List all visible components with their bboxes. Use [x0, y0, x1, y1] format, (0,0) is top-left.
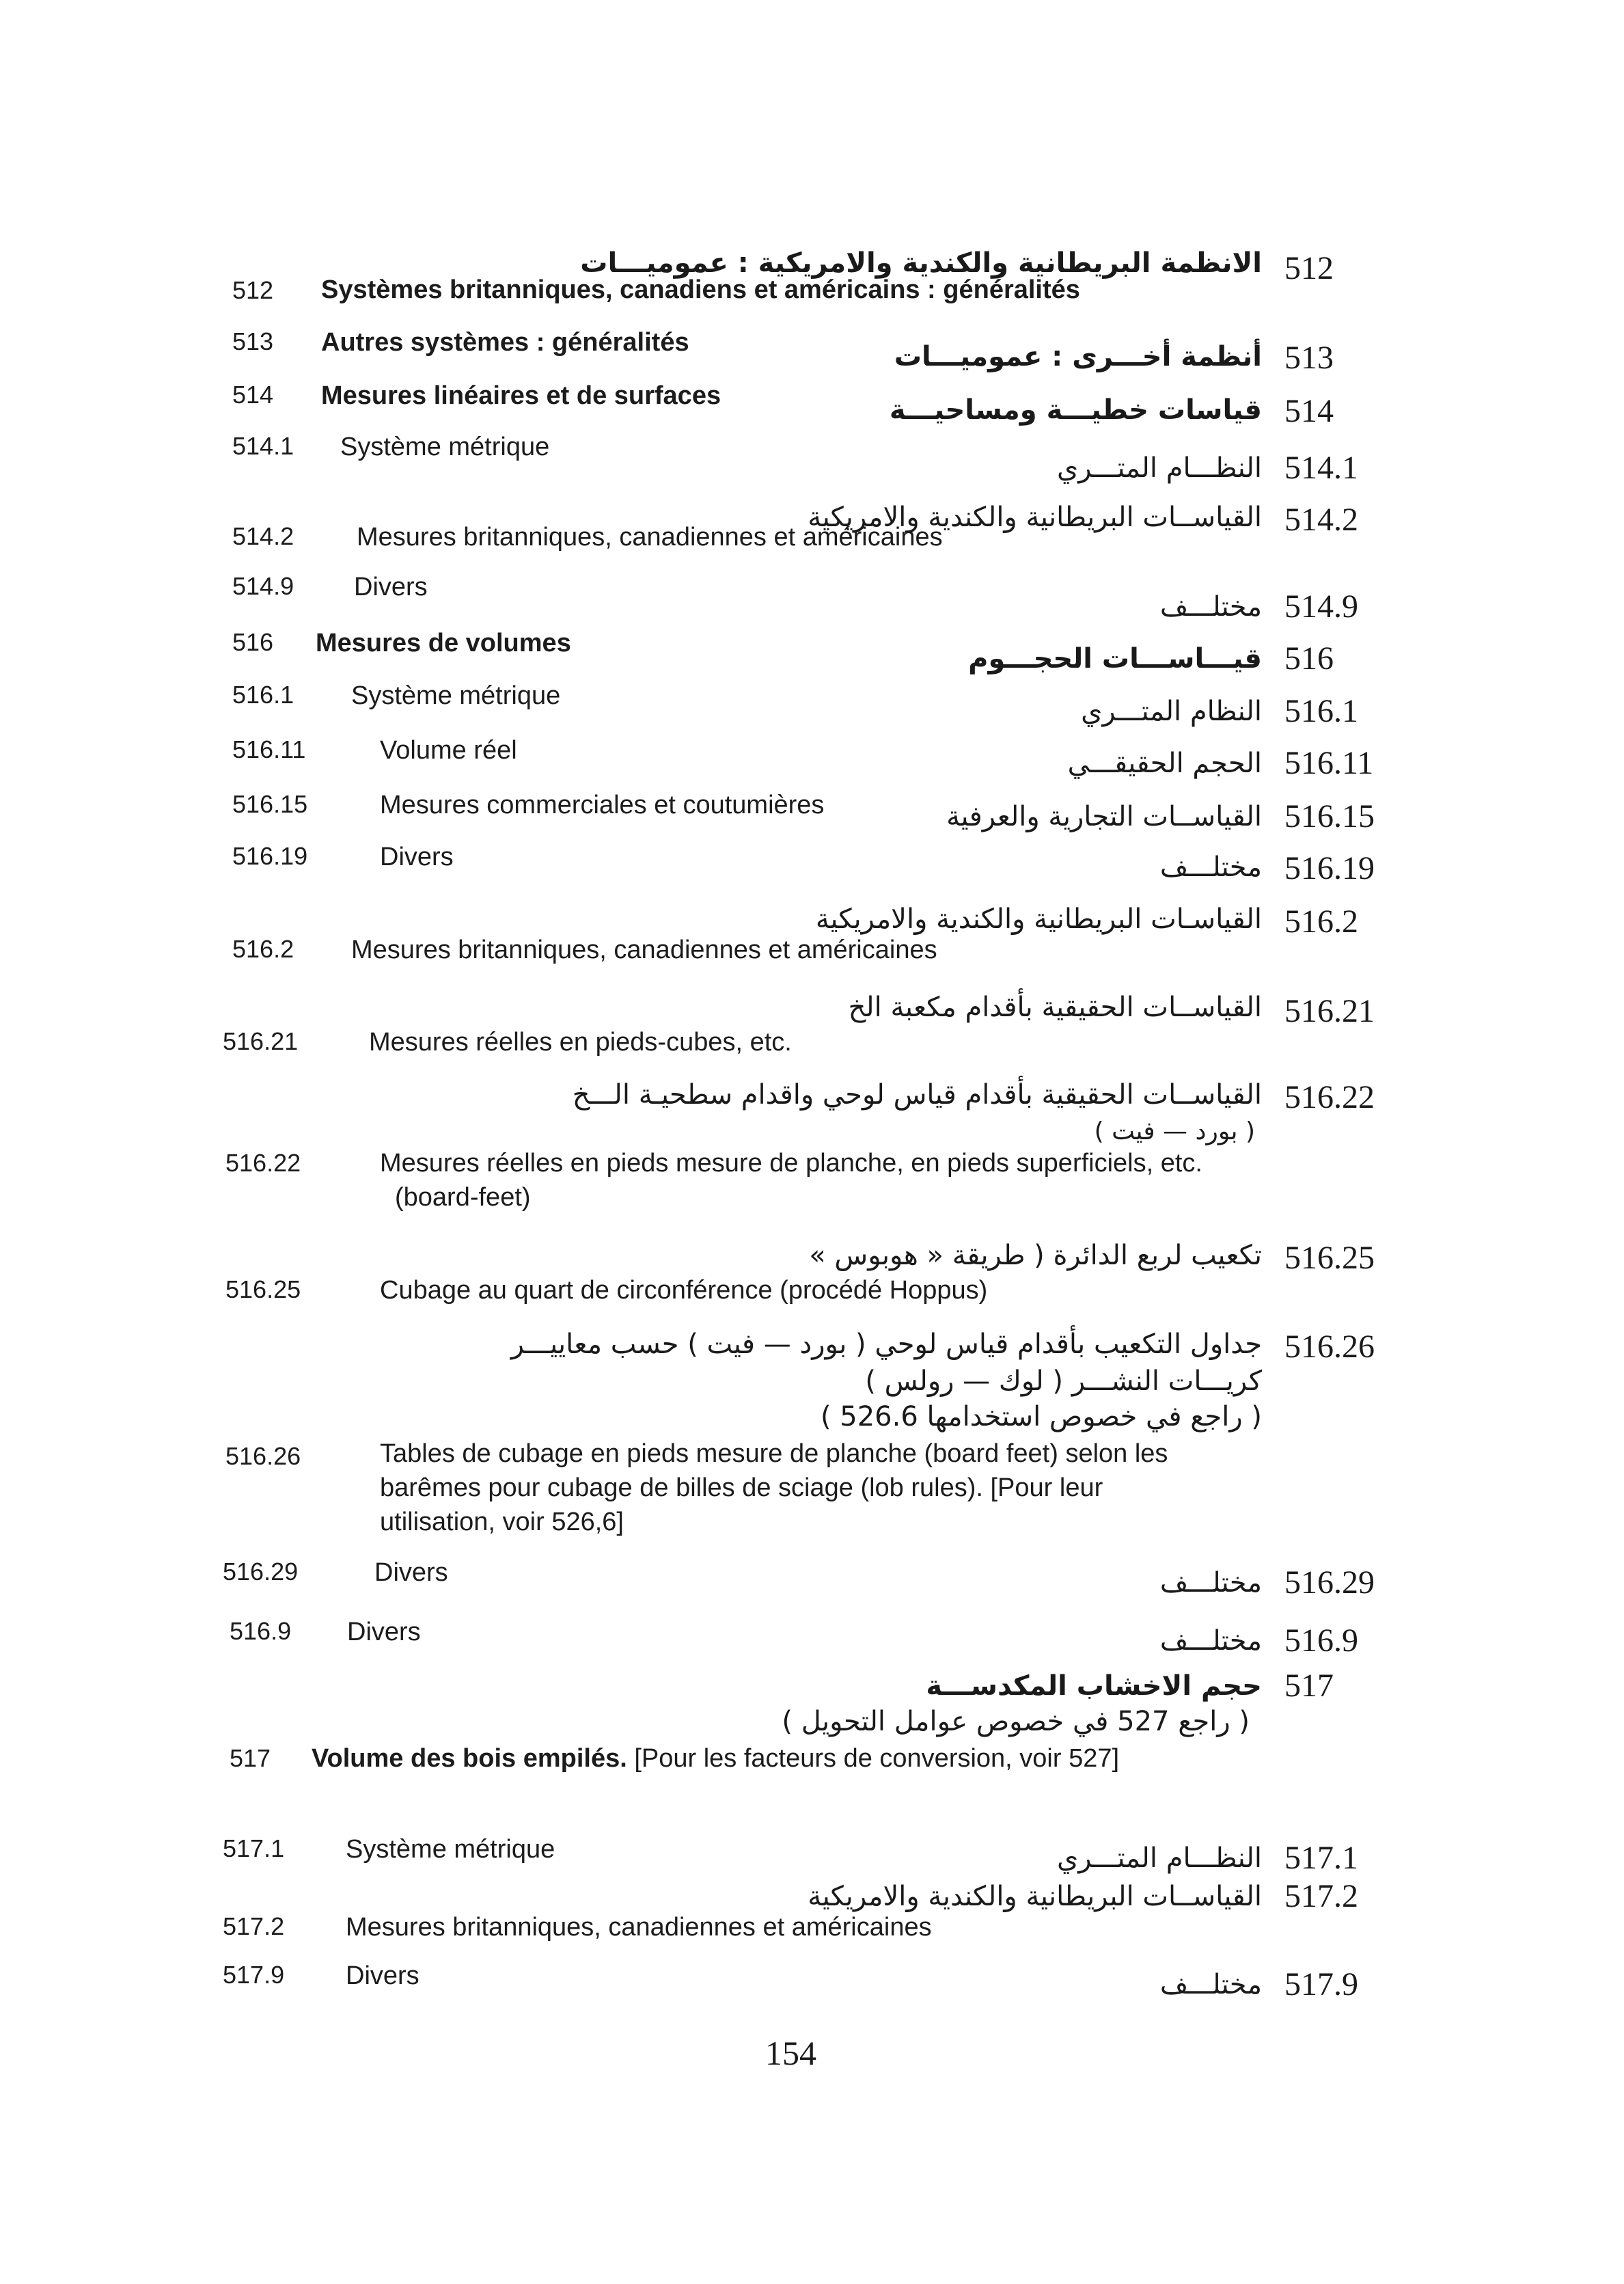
entry-arabic: القياسـات البريطانية والكندية والامريكية [815, 903, 1262, 935]
entry-number: 517.9 [223, 1961, 285, 1989]
entry-number-arabic: 516.15 [1284, 798, 1375, 834]
entry-arabic: تكعيب لربع الدائرة ( طريقة « هوبوس » [809, 1240, 1262, 1271]
entry-number: 516.29 [223, 1558, 299, 1586]
entry-number-arabic: 514 [1284, 393, 1334, 429]
entry-arabic: قيـــاســـات الحجـــوم [968, 643, 1262, 675]
entry-number: 516.26 [225, 1442, 301, 1470]
entry-number: 516.9 [230, 1617, 292, 1645]
entry-number: 516.1 [232, 681, 294, 709]
entry-number: 516.2 [232, 935, 294, 963]
entry-arabic: النظـــام المتـــري [1056, 452, 1262, 484]
entry-number: 517.1 [223, 1834, 285, 1862]
entry-french: Mesures britanniques, canadiennes et américaines [351, 936, 937, 964]
entry-french: Mesures linéaires et de surfaces [321, 381, 721, 410]
entry-french: Divers [374, 1558, 448, 1587]
entry-french: Mesures réelles en pieds mesure de planche, en pieds superficiels, etc. (board-feet) [380, 1149, 1202, 1212]
entry-arabic: أنظمة أخـــرى : عموميـــات [894, 341, 1262, 372]
entry-arabic: القياســات البريطانية والكندية والامريكية [808, 502, 1262, 533]
entry-number: 516.19 [232, 842, 308, 870]
entry-french: Cubage au quart de circonférence (procédé Hoppus) [380, 1276, 988, 1305]
entry-french [312, 1741, 1186, 1776]
entry-arabic-line-2: ( راجع 527 في خصوص عوامل التحويل ) [782, 1706, 1250, 1737]
entry-arabic: القياســات الحقيقية بأقدام مكعبة الخ [848, 992, 1262, 1023]
entry-number: 514 [232, 381, 274, 409]
entry-number-arabic: 516.21 [1284, 993, 1375, 1029]
entry-arabic-line-1: حجم الاخشاب المكدســـة [926, 1670, 1262, 1702]
entry-number-arabic: 514.1 [1284, 450, 1358, 486]
entry-french: Divers [354, 573, 428, 601]
entry-french: Divers [347, 1618, 421, 1646]
entry-arabic: مختلـــف [1159, 1969, 1262, 2000]
entry-french: Volume réel [380, 736, 517, 765]
entry-number: 516 [232, 628, 274, 656]
entry-number-arabic: 512 [1284, 250, 1334, 286]
entry-french: Systèmes britanniques, canadiens et américains : généralités [321, 275, 1080, 304]
entry-number-arabic: 516.26 [1284, 1329, 1375, 1365]
entry-arabic: النظام المتـــري [1081, 696, 1262, 727]
entry-number: 516.15 [232, 790, 308, 818]
entry-arabic: النظـــام المتـــري [1056, 1843, 1262, 1874]
entry-arabic: القياســات التجارية والعرفية [946, 801, 1262, 832]
entry-french: Mesures britanniques, canadiennes et américaines [346, 1913, 932, 1942]
entry-arabic-line-1: القياســات الحقيقية بأقدام قياس لوحي واقدام سطحيـة الـــخ [572, 1079, 1262, 1111]
entry-arabic: مختلـــف [1159, 1567, 1262, 1599]
entry-number-arabic: 516.19 [1284, 850, 1375, 886]
entry-number-arabic: 516 [1284, 640, 1334, 677]
entry-number-arabic: 516.9 [1284, 1622, 1358, 1659]
entry-number: 514.1 [232, 432, 294, 460]
entry-arabic: الحجم الحقيقـــي [1067, 748, 1262, 779]
entry-french: Système métrique [346, 1835, 555, 1864]
entry-number: 517 [230, 1744, 271, 1772]
entry-arabic: مختلـــف [1159, 1625, 1262, 1657]
entry-french: Autres systèmes : généralités [321, 328, 689, 357]
entry-number-arabic: 516.1 [1284, 693, 1358, 729]
entry-french: Mesures commerciales et coutumières [380, 791, 825, 819]
entry-french: Divers [380, 843, 454, 871]
entry-french: Tables de cubage en pieds mesure de planche (board feet) selon les barêmes pour cubage de billes de sciage (lob rules). [Pour leur utilisation, voir 526,6] [380, 1439, 1168, 1536]
entry-number-arabic: 517.9 [1284, 1966, 1358, 2002]
entry-arabic: القياســات البريطانية والكندية والامريكية [808, 1881, 1262, 1912]
entry-arabic-line-3: ( راجع في خصوص استخدامها 526.6 ) [820, 1401, 1262, 1432]
entry-number-arabic: 514.9 [1284, 588, 1358, 625]
entry-french: Système métrique [351, 681, 561, 710]
entry-arabic: الانظمة البريطانية والكندية والامريكية : عموميـــات [580, 247, 1262, 279]
entry-french-note: [Pour les facteurs de conversion, voir 527] [634, 1744, 1120, 1773]
entry-number: 512 [232, 276, 274, 304]
entry-arabic: مختلـــف [1159, 591, 1262, 623]
entry-french: Mesures de volumes [316, 629, 571, 657]
entry-number-arabic: 517.1 [1284, 1840, 1358, 1876]
entry-number: 516.22 [225, 1149, 301, 1177]
entry-arabic-line-1: جداول التكعيب بأقدام قياس لوحي ( بورد — فيت ) حسب معاييـــر [510, 1329, 1262, 1360]
entry-number: 516.25 [225, 1275, 301, 1303]
entry-french: Divers [346, 1961, 419, 1990]
entry-number-arabic: 516.29 [1284, 1564, 1375, 1601]
entry-number: 513 [232, 327, 274, 355]
entry-french: Mesures britanniques, canadiennes et américaines [357, 523, 943, 552]
entry-number: 516.21 [223, 1027, 299, 1055]
entry-arabic: قياسات خطيـــة ومساحيـــة [889, 394, 1262, 426]
entry-arabic-line-2: ( بورد — فيت ) [1094, 1117, 1255, 1145]
entry-number-arabic: 516.2 [1284, 903, 1358, 940]
entry-number-arabic: 516.11 [1284, 745, 1374, 781]
entry-french-heading: Volume des bois empilés. [312, 1744, 627, 1773]
entry-arabic-line-2: كريـــات النشـــر ( لوك — رولس ) [865, 1365, 1262, 1397]
entry-number-arabic: 514.2 [1284, 502, 1358, 538]
entry-arabic: مختلـــف [1159, 852, 1262, 883]
entry-number: 514.9 [232, 572, 294, 600]
entry-number-arabic: 516.22 [1284, 1079, 1375, 1115]
entry-number: 514.2 [232, 522, 294, 550]
entry-number-arabic: 513 [1284, 340, 1334, 376]
entry-number-arabic: 517.2 [1284, 1878, 1358, 1914]
page-number: 154 [765, 2034, 816, 2072]
entry-number-arabic: 516.25 [1284, 1240, 1375, 1276]
entry-number-arabic: 517 [1284, 1668, 1334, 1704]
entry-number: 517.2 [223, 1912, 285, 1940]
entry-french: Mesures réelles en pieds-cubes, etc. [369, 1028, 792, 1057]
entry-french: Système métrique [340, 433, 550, 461]
entry-number: 516.11 [232, 735, 306, 763]
